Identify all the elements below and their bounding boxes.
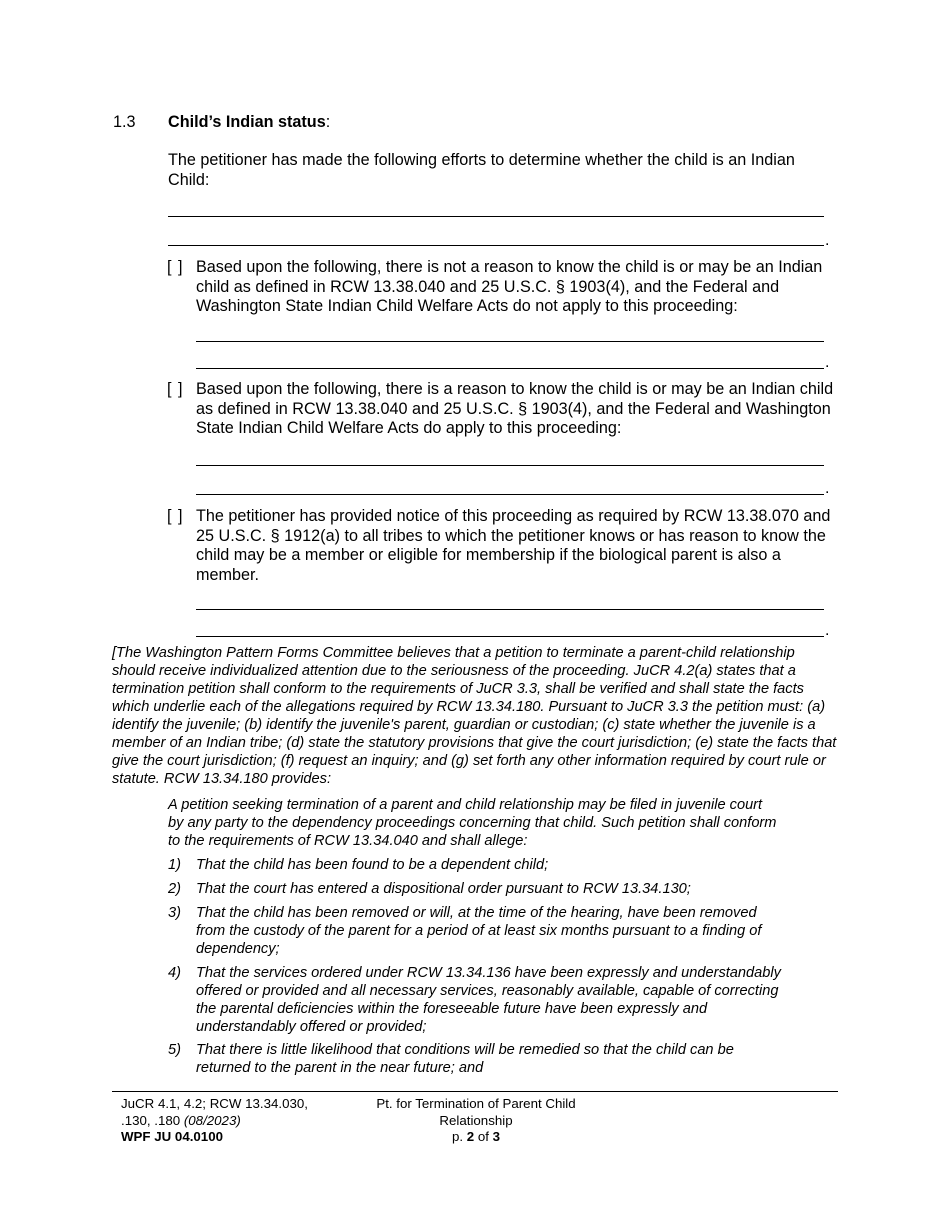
- list-item: That the child has been found to be a dependent child;: [196, 857, 549, 873]
- checkbox-no-reason[interactable]: [ ]: [167, 258, 184, 276]
- footer-title-line-2: Relationship: [439, 1112, 513, 1128]
- list-item-number: 5): [168, 1042, 181, 1058]
- footer-rules-text: .130, .180: [121, 1112, 181, 1128]
- footer-title-line-1: Pt. for Termination of Parent Child: [376, 1096, 576, 1111]
- footer-date: (08/2023): [183, 1112, 241, 1128]
- line-end-period: .: [825, 354, 830, 371]
- list-item-number: 2): [168, 881, 181, 897]
- checkbox-reason[interactable]: [ ]: [167, 380, 184, 398]
- checkbox-reason-text: Based upon the following, there is a reason to know the child is or may be an Indian child as defined in RCW 13.38.040 and 25 U.S.C. § 1903(4), and the Federal and Washington State Indian Child Welfare Acts do apply to this proceeding:: [196, 380, 834, 438]
- list-item: That the court has entered a dispositional order pursuant to RCW 13.34.130;: [196, 881, 691, 897]
- list-item-number: 1): [168, 857, 181, 873]
- section-heading: [168, 113, 330, 133]
- footer-citation: [121, 1096, 361, 1146]
- page-total: 3: [492, 1129, 501, 1144]
- statute-list: [0, 856, 950, 1076]
- footer-rule: [112, 1091, 838, 1092]
- notice-line-2[interactable]: [196, 636, 824, 637]
- checkbox-notice-text: The petitioner has provided notice of this proceeding as required by RCW 13.38.070 and 25 U.S.C. § 1912(a) to all tribes to which the petitioner knows or has reason to know the child may be a member or eligible for membership if the biological parent is also a member.: [196, 507, 831, 584]
- reason-line-2[interactable]: [196, 494, 824, 495]
- footer-rules-line-2: [121, 1113, 361, 1130]
- list-item: That there is little likelihood that conditions will be remedied so that the child can be returned to the parent in the near future; and: [196, 1042, 734, 1076]
- reason-line-1[interactable]: [196, 465, 824, 466]
- committee-note: [The Washington Pattern Forms Committee believes that a petition to terminate a parent-child relationship should receive individualized attention due to the seriousness of the proceeding. JuCR 4.2(a) states that a termination petition shall conform to the requirements of JuCR 3.3, shall be verified and shall state the facts which underlie each of the allegations required by RCW 13.34.180. Pursuant to JuCR 3.3 the petition must: (a) identify the juvenile; (b) identify the juvenile's parent, guardian or custodian; (c) state whether the juvenile is a member of an Indian tribe; (d) state the statutory provisions that give the court jurisdiction; (e) state the facts that give the court jurisdiction; (f) request an inquiry; and (g) set forth any other information required by court rule or statute. RCW 13.34.180 provides:: [112, 645, 837, 787]
- line-end-period: .: [825, 480, 830, 497]
- list-item-number: 3): [168, 905, 181, 921]
- list-item: That the services ordered under RCW 13.34.136 have been expressly and understandably offered or provided and all necessary services, reasonably available, capable of correcting the parental deficiencies within the foreseeable future have been expressly and understandably offered or provided;: [196, 965, 781, 1035]
- efforts-line-2[interactable]: [168, 245, 824, 246]
- page-prefix: p.: [451, 1129, 464, 1144]
- footer-page-number: [360, 1129, 592, 1146]
- section-heading-text: Child’s Indian status: [168, 113, 326, 131]
- statute-intro: A petition seeking termination of a parent and child relationship may be filed in juvenile court by any party to the dependency proceedings concerning that child. Such petition shall conform to the requirements of RCW 13.34.040 and shall allege:: [168, 797, 777, 849]
- checkbox-no-reason-text: Based upon the following, there is not a reason to know the child is or may be an Indian child as defined in RCW 13.38.040 and 25 U.S.C. § 1903(4), and the Federal and Washington State Indian Child Welfare Acts do not apply to this proceeding:: [196, 258, 823, 316]
- section-number: 1.3: [113, 113, 136, 131]
- intro-paragraph: The petitioner has made the following efforts to determine whether the child is an Indian Child:: [168, 151, 795, 189]
- footer-title: [360, 1096, 592, 1146]
- no-reason-line-1[interactable]: [196, 341, 824, 342]
- efforts-line-1[interactable]: [168, 216, 824, 217]
- line-end-period: .: [825, 622, 830, 639]
- section-heading-colon: :: [325, 113, 331, 131]
- footer-rules-line-1: JuCR 4.1, 4.2; RCW 13.34.030,: [121, 1096, 308, 1111]
- no-reason-line-2[interactable]: [196, 368, 824, 369]
- notice-line-1[interactable]: [196, 609, 824, 610]
- line-end-period: .: [825, 232, 830, 249]
- page-of: of: [477, 1129, 489, 1144]
- footer-form-id: WPF JU 04.0100: [121, 1129, 223, 1144]
- checkbox-notice[interactable]: [ ]: [167, 507, 184, 525]
- page-current: 2: [466, 1129, 475, 1144]
- list-item-number: 4): [168, 965, 181, 981]
- list-item: That the child has been removed or will, at the time of the hearing, have been removed from the custody of the parent for a period of at least six months pursuant to a finding of dependency;: [196, 905, 762, 957]
